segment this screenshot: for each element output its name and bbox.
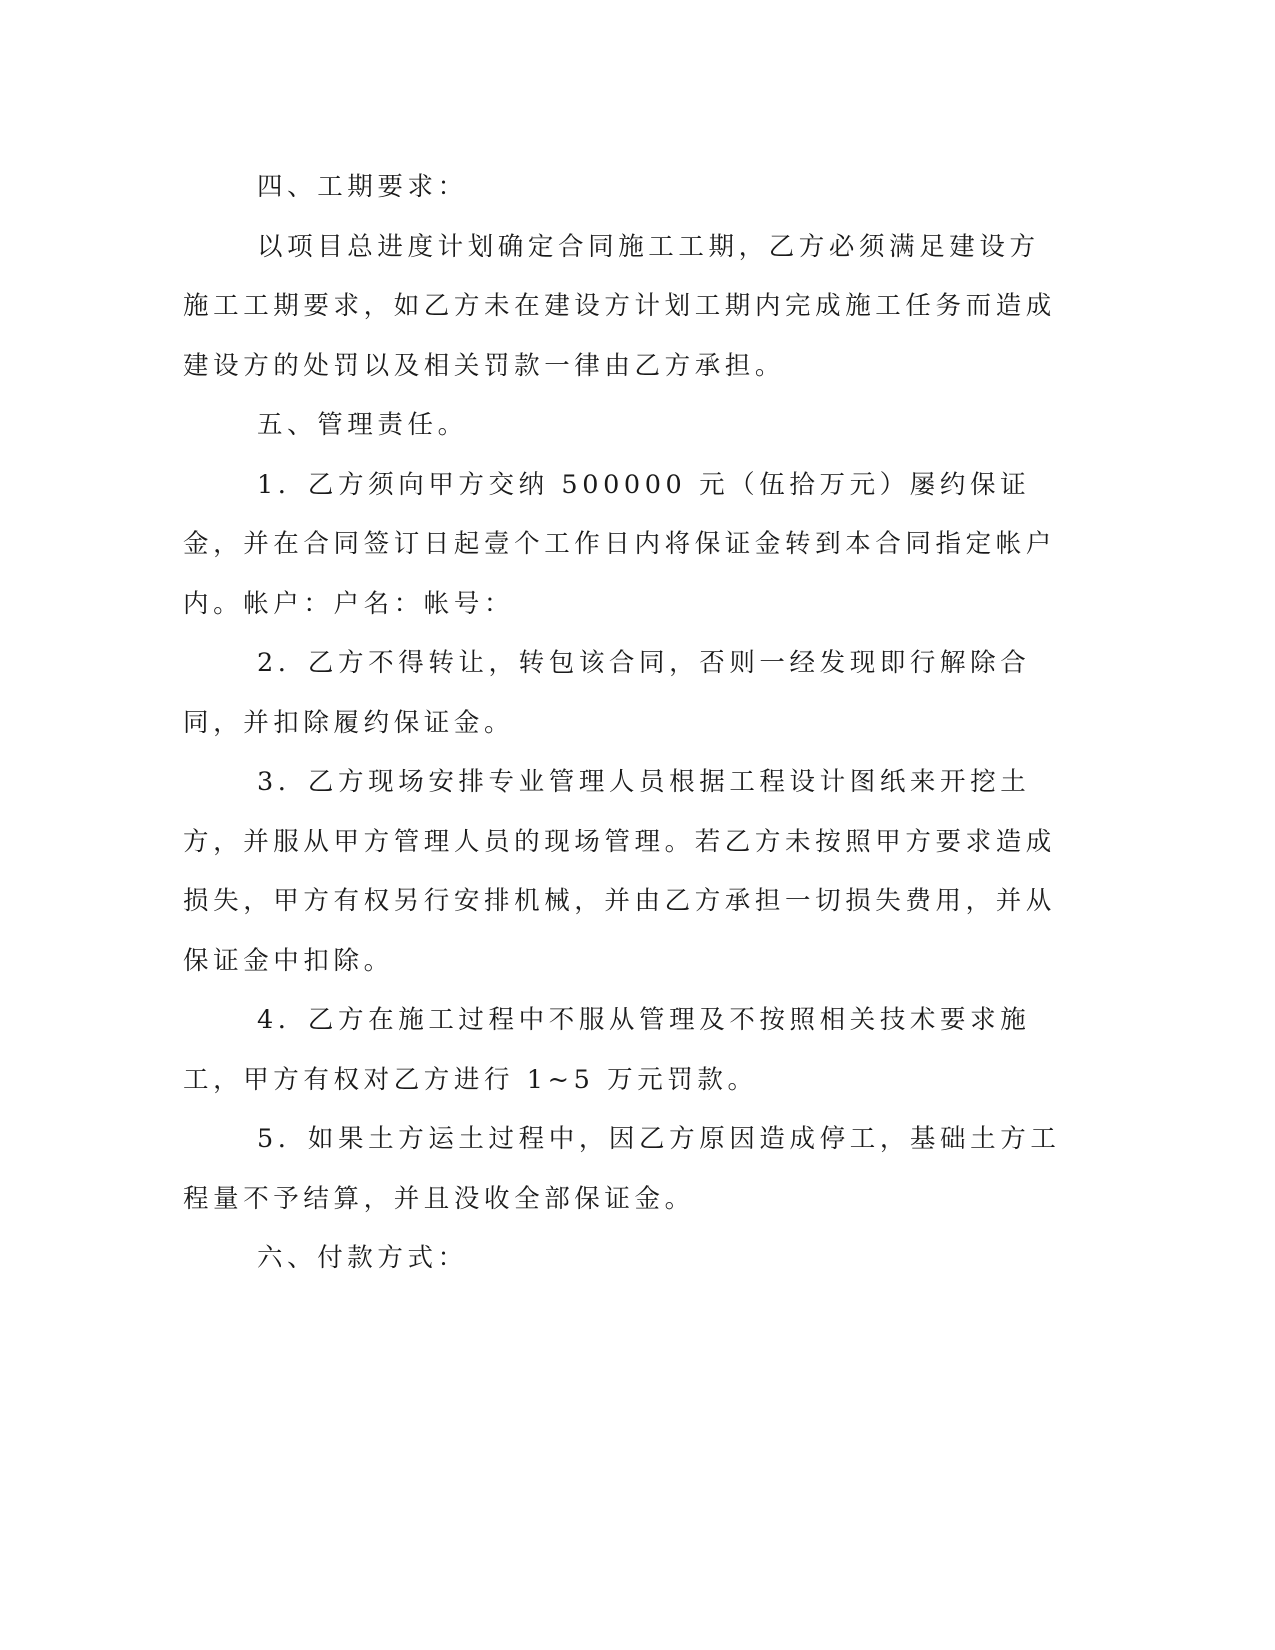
- management-item-no-subcontract: 2．乙方不得转让，转包该合同，否则一经发现即行解除合同，并扣除履约保证金。: [183, 648, 1031, 738]
- management-item-penalty: 4．乙方在施工过程中不服从管理及不按照相关技术要求施工，甲方有权对乙方进行 1~5 万元罚款。: [183, 1005, 1031, 1095]
- section-heading-schedule: 四、工期要求：: [257, 172, 468, 202]
- management-item-deposit: 1．乙方须向甲方交纳 500000 元（伍拾万元）屡约保证金，并在合同签订日起壹个工作日内将保证金转到本合同指定帐户内。帐户：户名：帐号：: [183, 469, 1056, 619]
- management-item-stoppage: 5．如果土方运土过程中，因乙方原因造成停工，基础土方工程量不予结算，并且没收全部保证金。: [183, 1124, 1061, 1214]
- section-heading-payment: 六、付款方式：: [257, 1243, 468, 1273]
- schedule-requirement-text: 以项目总进度计划确定合同施工工期，乙方必须满足建设方施工工期要求，如乙方未在建设方计划工期内完成施工任务而造成建设方的处罚以及相关罚款一律由乙方承担。: [183, 231, 1056, 381]
- section-heading-management: 五、管理责任。: [257, 410, 468, 440]
- document-body: [183, 158, 1063, 1289]
- management-item-site-staff: 3．乙方现场安排专业管理人员根据工程设计图纸来开挖土方，并服从甲方管理人员的现场管理。若乙方未按照甲方要求造成损失，甲方有权另行安排机械，并由乙方承担一切损失费用，并从保证金中扣除。: [183, 767, 1056, 976]
